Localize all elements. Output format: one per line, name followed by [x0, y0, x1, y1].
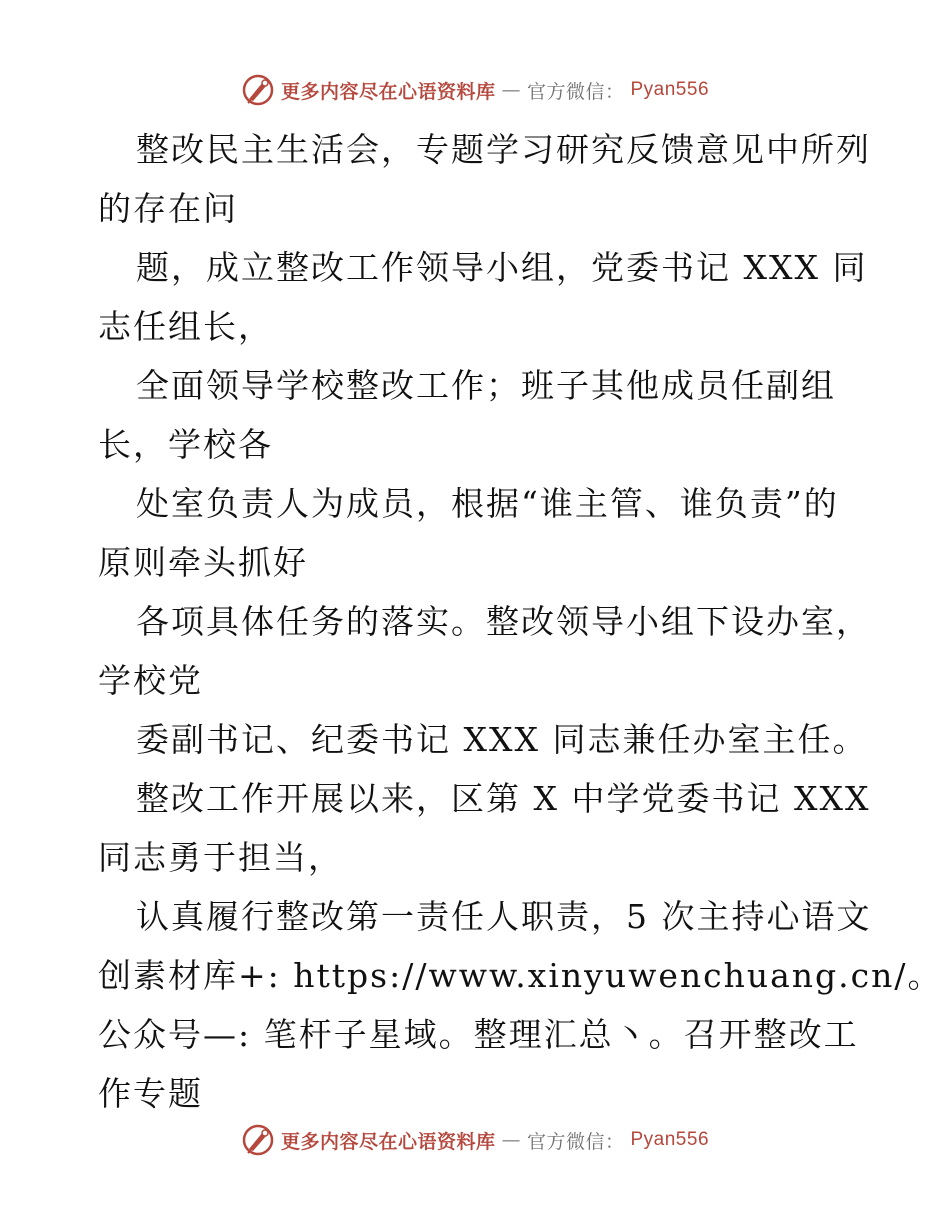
watermark-dash: — — [501, 1129, 521, 1151]
document-line: 长，学校各 — [98, 425, 273, 464]
document-line: 题，成立整改工作领导小组，党委书记 XXX 同 — [136, 248, 868, 287]
watermark-wechat-id: Pyan556 — [630, 79, 710, 100]
document-line: 整改民主生活会，专题学习研究反馈意见中所列 — [136, 130, 871, 169]
document-line: 认真履行整改第一责任人职责，5 次主持心语文 — [136, 897, 872, 936]
document-line: 同志勇于担当， — [98, 838, 343, 877]
header-watermark — [0, 70, 950, 110]
document-line: 全面领导学校整改工作；班子其他成员任副组 — [136, 366, 836, 405]
document-line: 志任组长， — [98, 307, 273, 346]
document-line: 的存在问 — [98, 189, 238, 228]
footer-watermark — [0, 1120, 950, 1160]
document-line: 委副书记、纪委书记 XXX 同志兼任办室主任。 — [136, 720, 868, 759]
document-line: 处室负责人为成员，根据“谁主管、谁负责”的 — [136, 484, 839, 523]
document-line: 创素材库+: https://www.xinyuwenchuang.cn/。 — [98, 956, 943, 995]
watermark-wechat-id: Pyan556 — [630, 1129, 710, 1150]
document-line: 各项具体任务的落实。整改领导小组下设办室， — [136, 602, 871, 641]
watermark-official-label: 官方微信： — [526, 80, 625, 103]
quill-pen-circle-icon — [241, 1123, 275, 1157]
document-line: 学校党 — [98, 661, 203, 700]
watermark-dash: — — [501, 79, 521, 101]
watermark-official-label: 官方微信： — [526, 1130, 625, 1153]
watermark-brand: 更多内容尽在心语资料库 — [280, 80, 496, 103]
document-body — [98, 120, 943, 1123]
document-line: 整改工作开展以来，区第 X 中学党委书记 XXX — [136, 779, 871, 818]
watermark-brand: 更多内容尽在心语资料库 — [280, 1130, 496, 1153]
quill-pen-circle-icon — [241, 73, 275, 107]
document-line: 作专题 — [98, 1074, 203, 1113]
document-line: 公众号—: 笔杆子星域。整理汇总丶。召开整改工 — [98, 1015, 859, 1054]
document-line: 原则牵头抓好 — [98, 543, 308, 582]
